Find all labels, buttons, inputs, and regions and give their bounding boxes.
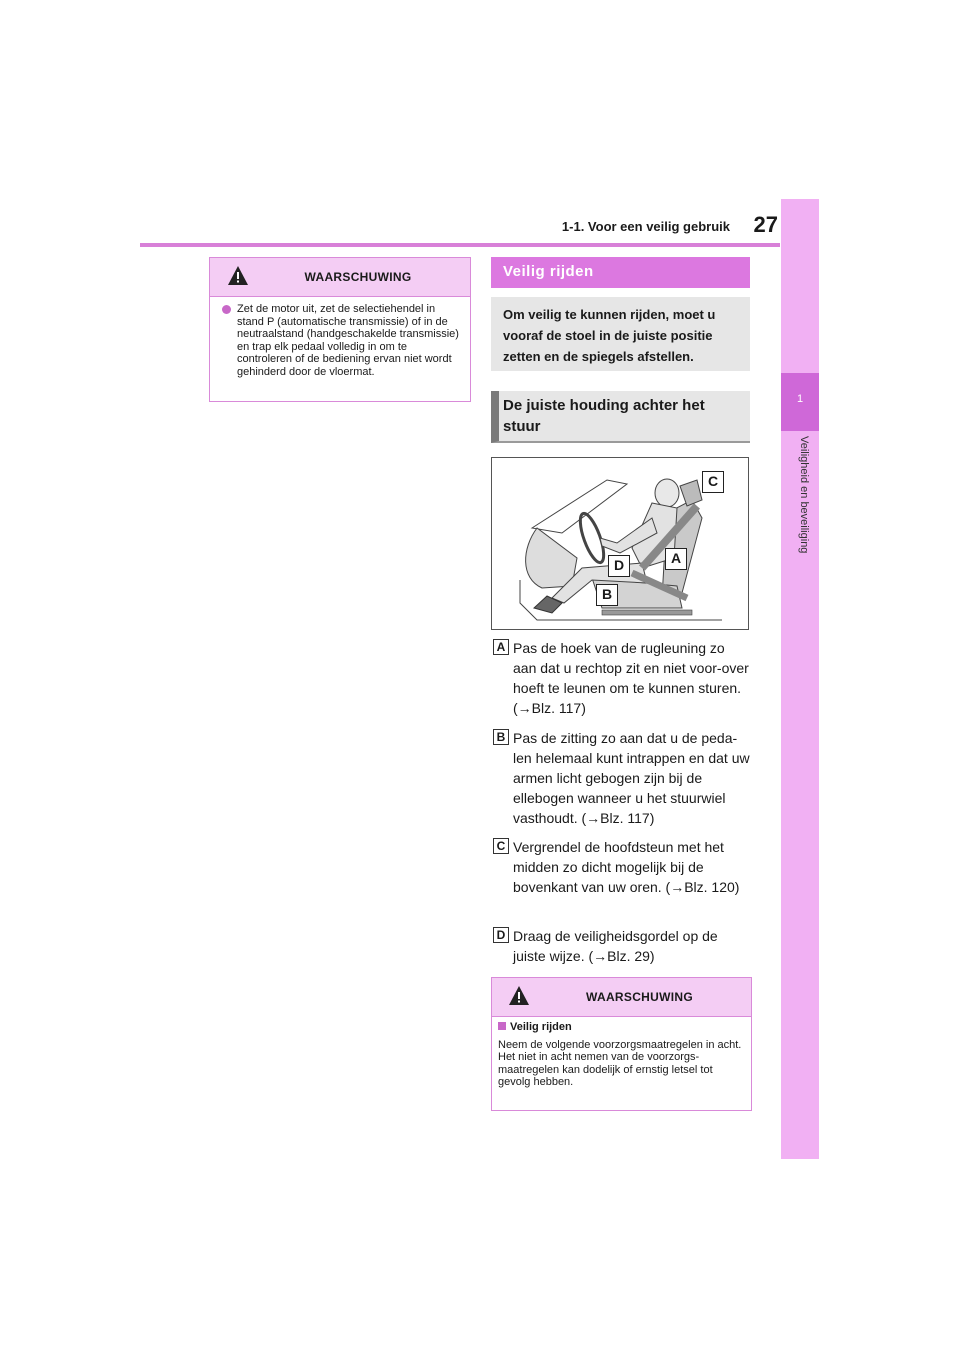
- warning-line-1: Neem de volgende voorzorgsmaatregelen in acht.: [498, 1038, 742, 1051]
- warning-box-left: [209, 257, 471, 402]
- paragraph-letter-a: A: [493, 639, 509, 655]
- paragraph-letter-b: B: [493, 729, 509, 745]
- header-rule: [140, 243, 780, 247]
- side-tab-label: Veiligheid en beveiliging: [798, 436, 810, 554]
- intro-text: Om veilig te kunnen rijden, moet u vooraf de stoel in de juiste positie zetten en de spiegels afstellen.: [503, 307, 716, 364]
- figure-label-b: B: [596, 584, 618, 606]
- warning-header: [210, 258, 470, 297]
- warning-title: WAARSCHUWING: [586, 990, 693, 1004]
- warning-text: Zet de motor uit, zet de selectiehendel in stand P (automatische transmissie) of in de neutraalstand (handgeschakelde transmissie) en trap elk pedaal volledig in om te controleren of de bediening ervan niet wordt gehinderd door de vloermat.: [237, 303, 459, 378]
- warning-item-heading: Veilig rijden: [510, 1021, 572, 1033]
- paragraph-b: Pas de zitting zo aan dat u de peda-len helemaal kunt intrappen en dat uw armen licht gebogen zijn bij de ellebogen wanneer u het stuurwiel vasthoudt. (→Blz. 117): [513, 730, 750, 826]
- paragraph-c: Vergrendel de hoofdsteun met het midden zo dicht mogelijk bij de bovenkant van uw oren. (→Blz. 120): [513, 839, 740, 895]
- subheading: De juiste houding achter het stuur: [503, 397, 705, 435]
- driving-posture-figure: [491, 457, 749, 630]
- warning-box-right: [491, 977, 752, 1111]
- figure-label-d: D: [608, 555, 630, 577]
- page-number: 27: [753, 212, 778, 237]
- square-bullet-icon: [498, 1022, 506, 1030]
- paragraph-letter-c: C: [493, 838, 509, 854]
- section-title: 1-1. Voor een veilig gebruik: [561, 219, 730, 234]
- heading: Veilig rijden: [503, 263, 594, 280]
- figure-label-a: A: [665, 548, 687, 570]
- warning-title: WAARSCHUWING: [304, 270, 412, 284]
- warning-line-2: Het niet in acht nemen van de voorzorgs-maatregelen kan dodelijk of ernstig letsel tot gevolg hebben.: [498, 1051, 713, 1088]
- bullet-icon: [222, 305, 231, 314]
- paragraph-a: Pas de hoek van de rugleuning zo aan dat u rechtop zit en niet voor-over hoeft te leunen om te kunnen sturen. (→Blz. 117): [513, 640, 749, 716]
- figure-label-c: C: [702, 471, 724, 493]
- warning-header: [492, 978, 751, 1017]
- paragraph-letter-d: D: [493, 927, 509, 943]
- side-tab-number: 1: [796, 393, 804, 405]
- side-tab: [781, 199, 819, 1159]
- paragraph-d: Draag de veiligheidsgordel op de juiste wijze. (→Blz. 29): [513, 928, 718, 964]
